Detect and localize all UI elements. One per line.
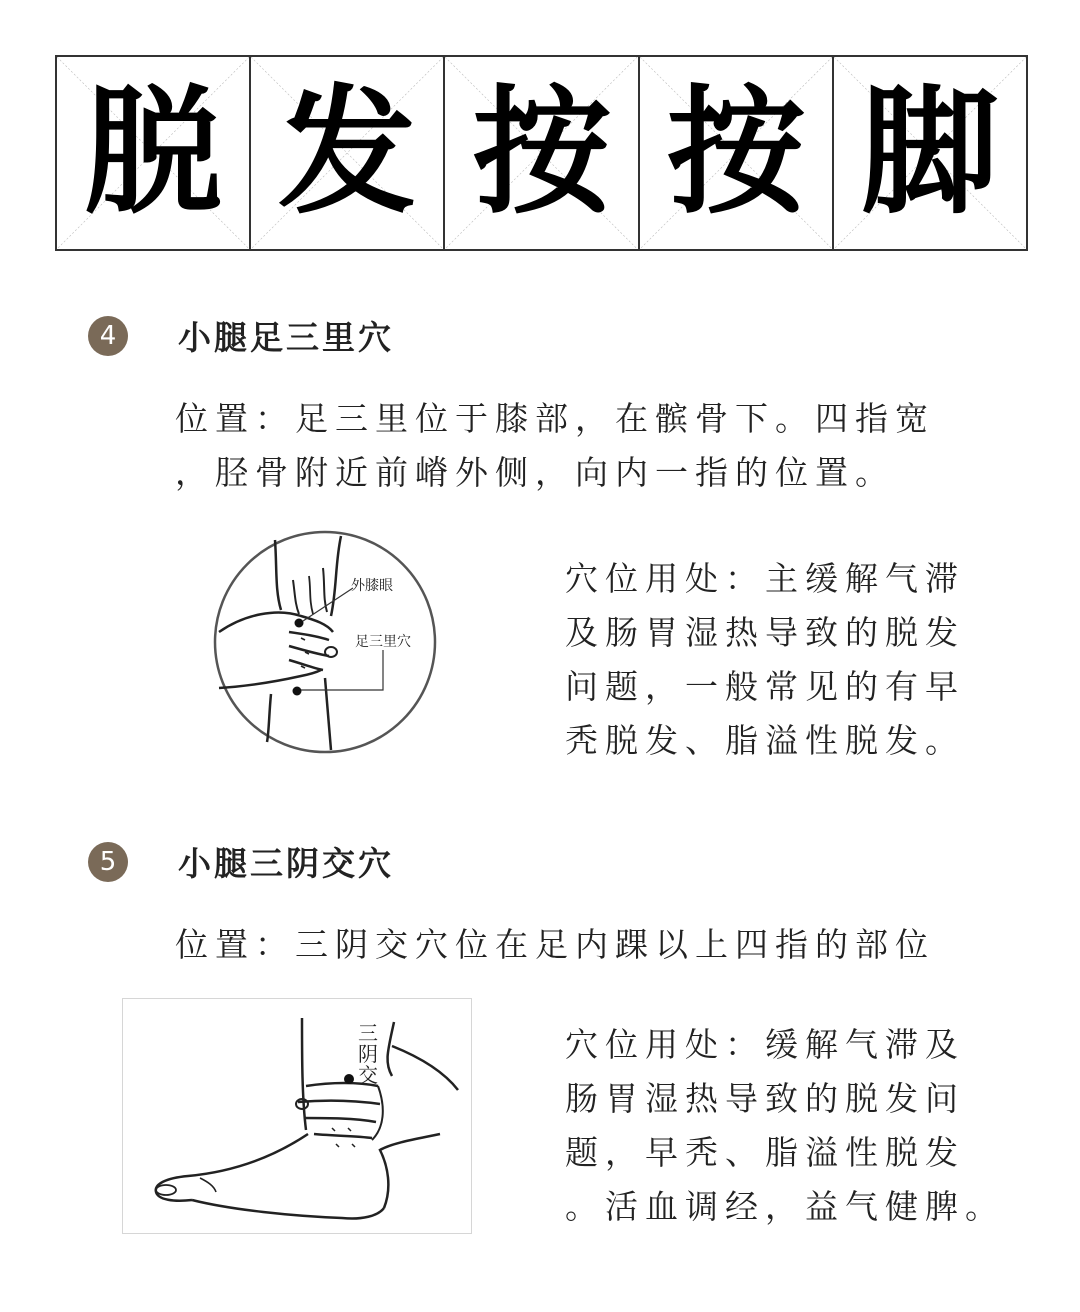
location-text <box>175 392 935 500</box>
use-line: 穴位用处：主缓解气滞 <box>565 559 965 598</box>
use-line: 秃脱发、脂溢性脱发。 <box>565 721 965 760</box>
location-line: 位置：足三里位于膝部，在髌骨下。四指宽 <box>175 399 935 438</box>
title-cell <box>251 57 445 249</box>
section-title: 小腿足三里穴 <box>178 318 394 357</box>
title-cell <box>57 57 251 249</box>
section-number-badge: 5 <box>88 842 128 882</box>
use-line: 题，早秃、脂溢性脱发 <box>565 1133 965 1172</box>
title-char: 按 <box>666 72 805 233</box>
title-char: 按 <box>472 72 611 233</box>
location-text <box>175 918 935 972</box>
use-line: 穴位用处：缓解气滞及 <box>565 1025 965 1064</box>
title-cell <box>834 57 1026 249</box>
title-char: 脚 <box>860 72 999 233</box>
label-zusanli: 足三里穴 <box>355 634 411 650</box>
title-char: 脱 <box>84 72 223 233</box>
title-grid <box>55 55 1028 251</box>
section-number-badge: 4 <box>88 316 128 356</box>
use-line: 肠胃湿热导致的脱发问 <box>565 1079 965 1118</box>
use-line: 问题，一般常见的有早 <box>565 667 965 706</box>
section-header <box>88 838 394 885</box>
title-char: 发 <box>278 72 417 233</box>
label-sanyinjiao-3: 交 <box>358 1063 378 1087</box>
location-line: 位置：三阴交穴位在足内踝以上四指的部位 <box>175 925 935 964</box>
title-cell <box>445 57 639 249</box>
ankle-illustration <box>122 998 472 1234</box>
knee-illustration <box>205 528 445 758</box>
title-cell <box>640 57 834 249</box>
use-text <box>565 552 965 768</box>
use-line: 及肠胃湿热导致的脱发 <box>565 613 965 652</box>
label-sanyinjiao-1: 三 <box>358 1021 378 1045</box>
label-outer-eye: 外膝眼 <box>351 578 393 594</box>
label-sanyinjiao-2: 阴 <box>358 1042 378 1066</box>
section-header <box>88 312 394 359</box>
location-line: ，胫骨附近前嵴外侧，向内一指的位置。 <box>175 453 895 492</box>
section-title: 小腿三阴交穴 <box>178 844 394 883</box>
use-text <box>565 1018 1005 1234</box>
use-line: 。活血调经，益气健脾。 <box>565 1187 1005 1226</box>
